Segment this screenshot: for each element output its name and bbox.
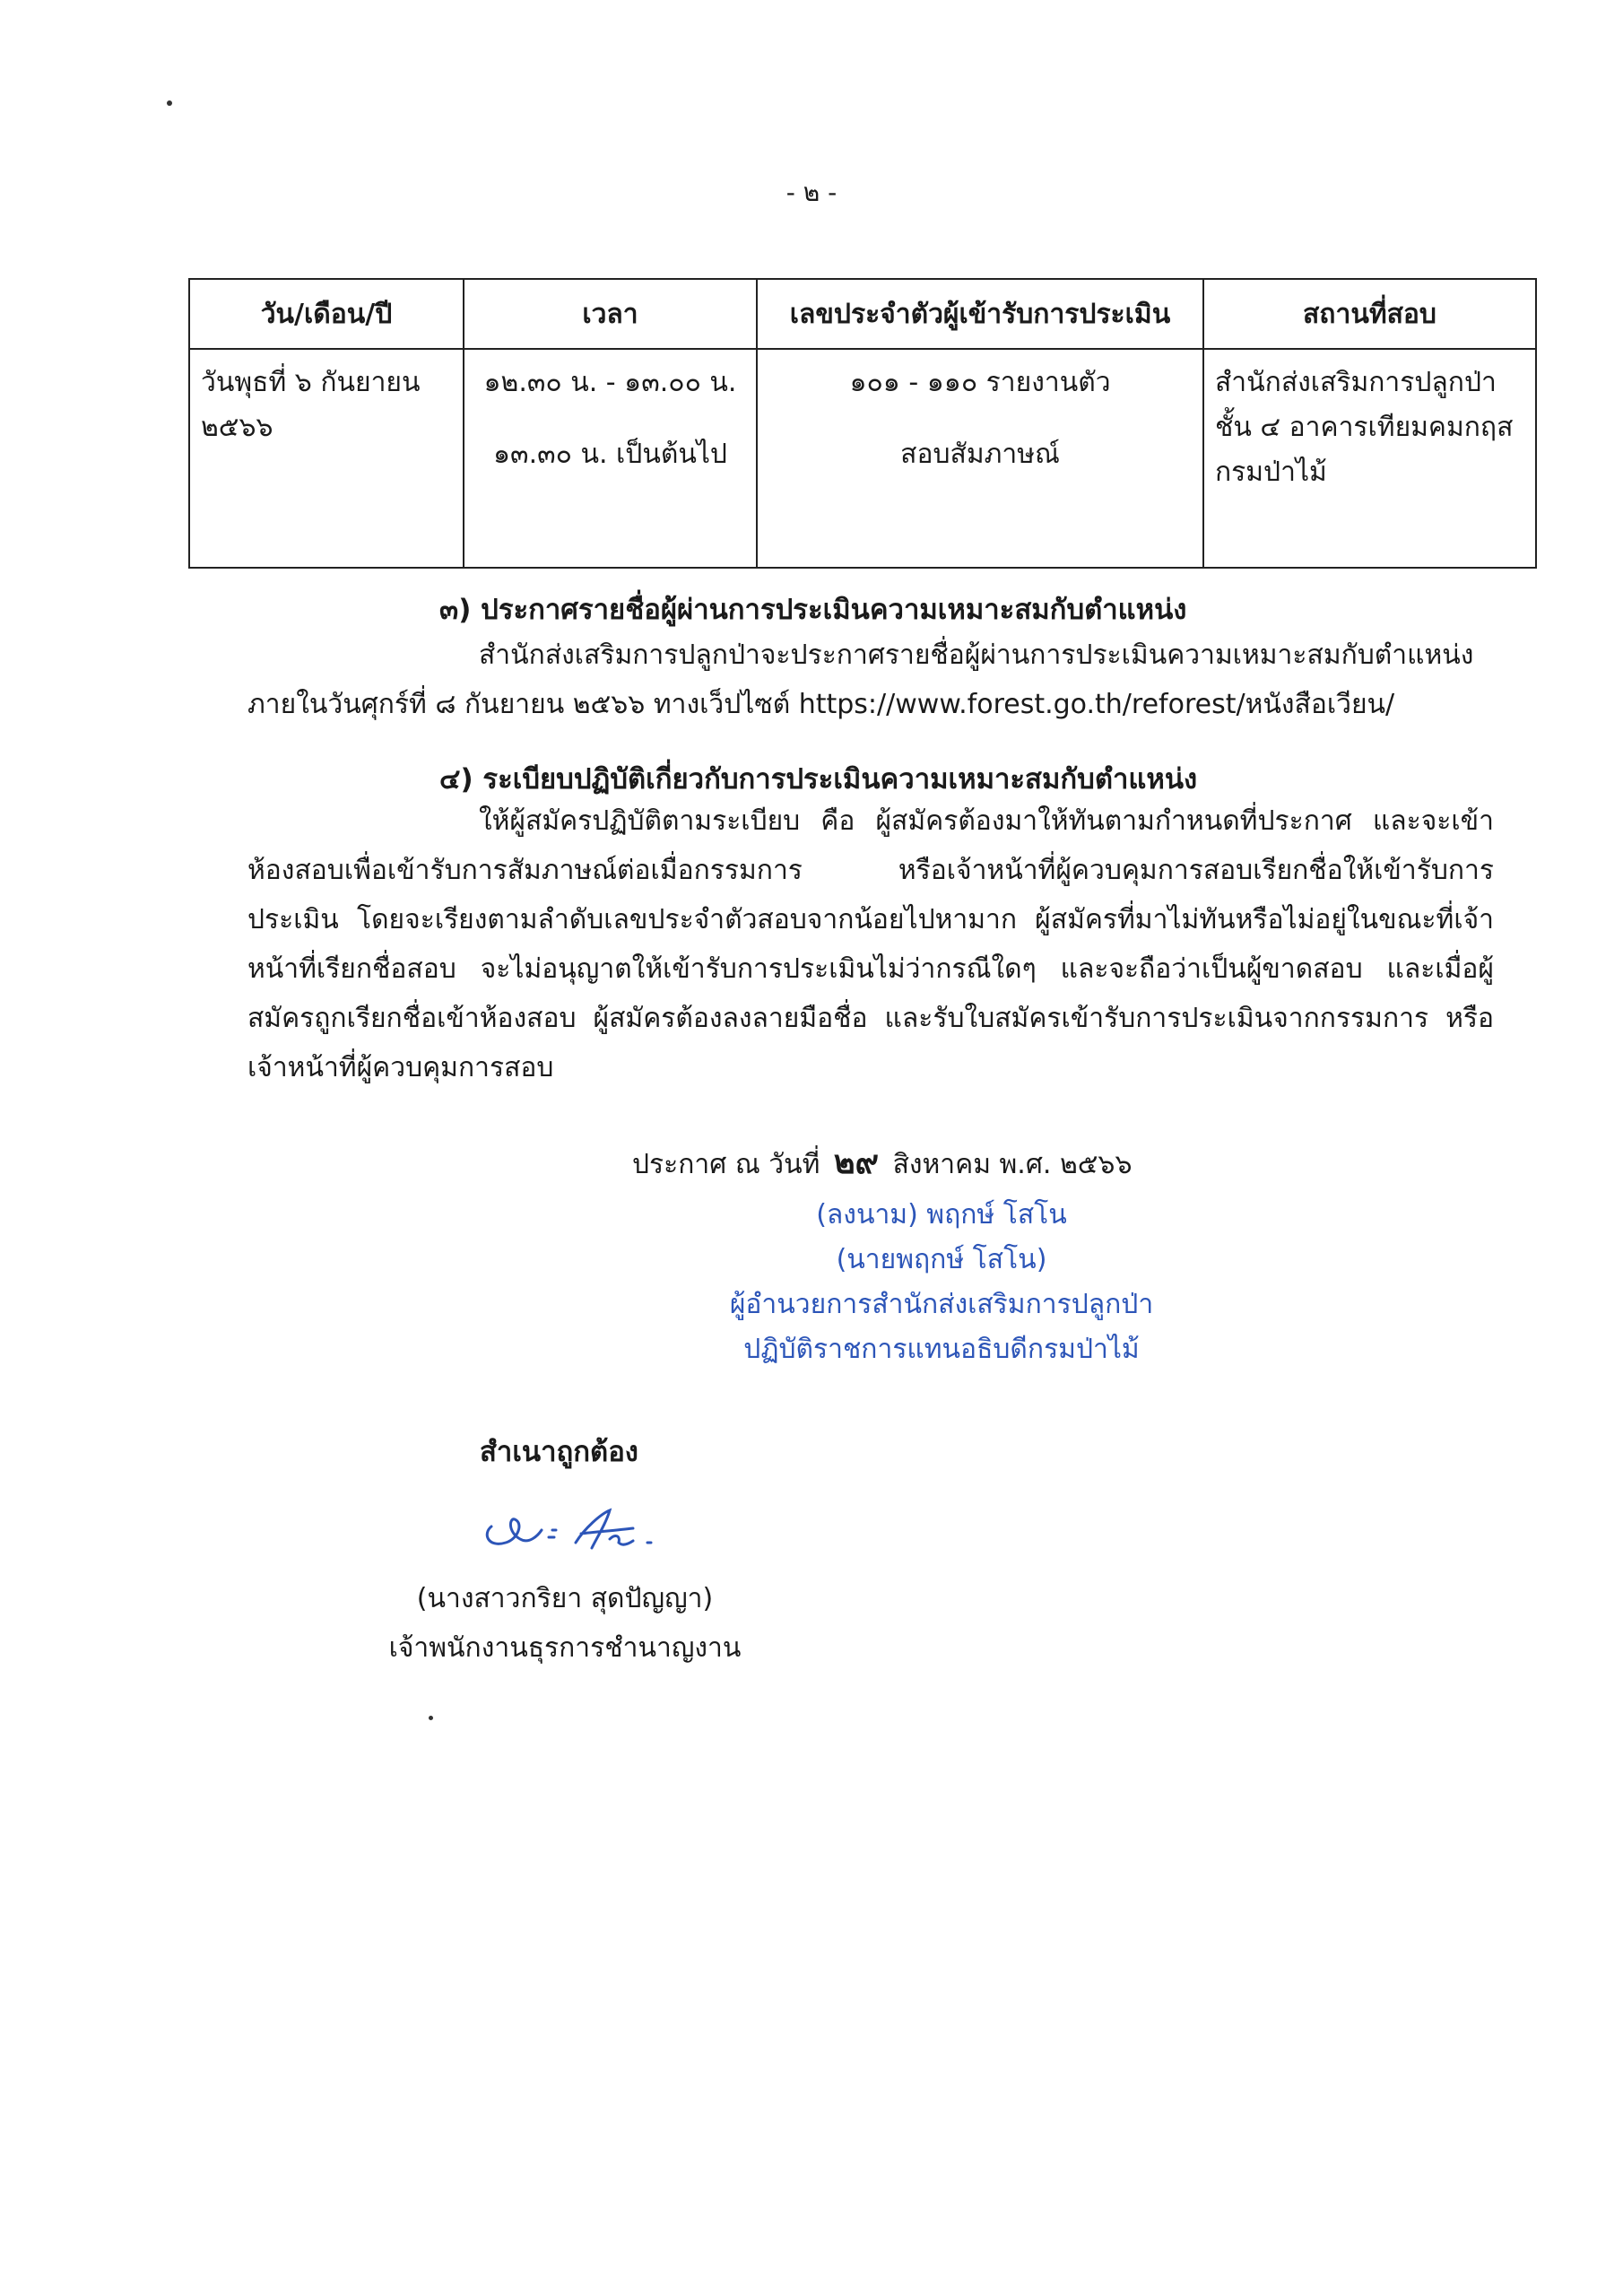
announcement-date (632, 1136, 1133, 1187)
date-suffix: สิงหาคม พ.ศ. ๒๕๖๖ (892, 1149, 1133, 1180)
section-3-text: สำนักส่งเสริมการปลูกป่าจะประกาศรายชื่อผู้ผ่านการประเมินความเหมาะสมกับตำแหน่ง ภายในวันศุกร์ที่ ๘ กันยายน ๒๕๖๖ ทางเว็ปไซต์ https://www.forest.go.th/reforest/หนังสือเวียน/ (247, 639, 1474, 720)
time-line: ๑๒.๓๐ น. - ๑๓.๐๐ น. (483, 367, 737, 398)
handwritten-signature (475, 1496, 673, 1568)
header-exam-location: สถานที่สอบ (1203, 279, 1536, 349)
header-date: วัน/เดือน/ปี (189, 279, 464, 349)
signed-line: (ลงนาม) พฤกษ์ โสโน (816, 1199, 1067, 1231)
signer-name: (นายพฤกษ์ โสโน) (836, 1244, 1047, 1275)
location-line: ชั้น ๔ อาคารเทียมคมกฤส (1215, 412, 1514, 443)
cell-exam-location (1203, 349, 1536, 568)
section-4-body (247, 796, 1494, 1092)
scan-speck (429, 1716, 433, 1720)
id-line: สอบสัมภาษณ์ (900, 439, 1060, 470)
cell-candidate-id (757, 349, 1203, 568)
copy-signer-name: (นางสาวกริยา สุดปัญญา) (416, 1583, 714, 1614)
schedule-table (188, 278, 1537, 569)
location-line: สำนักส่งเสริมการปลูกป่า (1215, 367, 1497, 398)
director-signature-block (628, 1193, 1255, 1372)
date-day: ๒๙ (833, 1144, 880, 1181)
signer-acting-title: ปฏิบัติราชการแทนอธิบดีกรมป่าไม้ (743, 1334, 1140, 1365)
location-line: กรมป่าไม้ (1215, 457, 1327, 488)
header-time: เวลา (464, 279, 757, 349)
page-number: - ๒ - (785, 178, 838, 207)
date-line: ๒๕๖๖ (201, 412, 273, 443)
cell-date (189, 349, 464, 568)
table-header-row (189, 279, 1536, 349)
table-row (189, 349, 1536, 568)
certified-copy-signer (377, 1574, 753, 1673)
section-4-text: ให้ผู้สมัครปฏิบัติตามระเบียบ คือ ผู้สมัครต้องมาให้ทันตามกำหนดที่ประกาศ และจะเข้าห้องสอบเพื่อเข้ารับการสัมภาษณ์ต่อเมื่อกรรมการ หรือเจ้าหน้าที่ผู้ควบคุมการสอบเรียกชื่อให้เข้ารับการประเมิน โดยจะเรียงตามลำดับเลขประจำตัวสอบจากน้อยไปหามาก ผู้สมัครที่มาไม่ทันหรือไม่อยู่ในขณะที่เจ้าหน้าที่เรียกชื่อสอบ จะไม่อนุญาตให้เข้ารับการประเมินไม่ว่ากรณีใดๆ และจะถือว่าเป็นผู้ขาดสอบ และเมื่อผู้สมัครถูกเรียกชื่อเข้าห้องสอบ ผู้สมัครต้องลงลายมือชื่อ และรับใบสมัครเข้ารับการประเมินจากกรรมการ หรือเจ้าหน้าที่ผู้ควบคุมการสอบ (247, 805, 1494, 1083)
date-line: วันพุธที่ ๖ กันยายน (201, 367, 421, 398)
id-line: ๑๐๑ - ๑๑๐ รายงานตัว (849, 367, 1111, 398)
copy-signer-position: เจ้าพนักงานธุรการชำนาญงาน (388, 1632, 742, 1664)
time-line: ๑๓.๓๐ น. เป็นต้นไป (493, 439, 727, 470)
signer-title: ผู้อำนวยการสำนักส่งเสริมการปลูกป่า (729, 1289, 1154, 1320)
certified-copy-title: สำเนาถูกต้อง (480, 1436, 638, 1468)
section-4-heading: ๔) ระเบียบปฏิบัติเกี่ยวกับการประเมินความเหมาะสมกับตำแหน่ง (439, 763, 1198, 796)
cell-time (464, 349, 757, 568)
date-prefix: ประกาศ ณ วันที่ (632, 1149, 820, 1180)
section-3-heading: ๓) ประกาศรายชื่อผู้ผ่านการประเมินความเหมาะสมกับตำแหน่ง (439, 594, 1187, 626)
scan-speck (167, 100, 172, 106)
header-candidate-id: เลขประจำตัวผู้เข้ารับการประเมิน (757, 279, 1203, 349)
section-3-body (247, 631, 1494, 729)
